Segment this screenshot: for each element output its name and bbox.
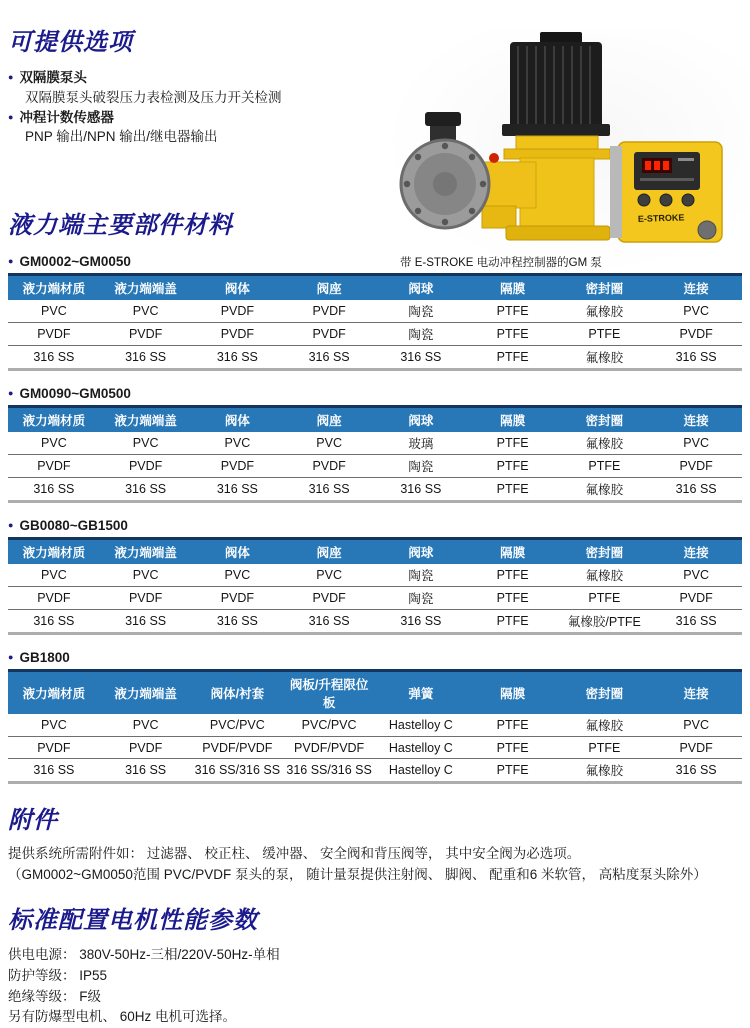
column-header: 阀体/衬套 <box>192 671 284 715</box>
table-cell: 316 SS <box>125 482 167 497</box>
table-cell: PVDF <box>192 587 284 610</box>
column-header: 隔膜 <box>467 539 559 565</box>
table-cell: 氟橡胶 <box>585 483 624 498</box>
table-cell: PTFE <box>496 350 529 365</box>
table-cell: PVDF <box>650 455 742 478</box>
column-header: 隔膜 <box>467 671 559 715</box>
model-range-label: GB0080~GB1500 <box>19 518 128 534</box>
column-header: 连接 <box>650 275 742 301</box>
material-table-group <box>8 650 742 784</box>
table-cell: PVDF <box>650 737 742 759</box>
table-header-row <box>8 539 742 565</box>
bullet-icon: ● <box>8 520 14 531</box>
table-cell: PVC <box>650 432 742 455</box>
column-header: 密封圈 <box>559 407 651 433</box>
materials-table <box>8 537 742 635</box>
table-cell: 316 SS <box>400 614 442 629</box>
table-cell: 氟橡胶 <box>559 714 651 737</box>
table-cell: PTFE <box>559 737 651 759</box>
model-range-label: GB1800 <box>19 650 70 666</box>
column-header: 阀体 <box>192 539 284 565</box>
column-header: 密封圈 <box>559 275 651 301</box>
table-cell: 氟橡胶 <box>559 564 651 587</box>
model-range-heading <box>8 254 742 269</box>
table-cell: PVDF <box>8 737 100 759</box>
table-cell: 316 SS <box>33 614 75 629</box>
column-header: 阀球 <box>375 275 467 301</box>
table-cell: PVC <box>100 564 192 587</box>
option-item <box>8 108 400 128</box>
material-table-group <box>8 386 742 503</box>
column-header: 液力端端盖 <box>100 275 192 301</box>
table-cell: PTFE <box>467 323 559 346</box>
motor-spec-line: 另有防爆型电机、 60Hz 电机可选择。 <box>8 1009 237 1025</box>
table-cell: 316 SS <box>308 482 350 497</box>
column-header: 连接 <box>650 671 742 715</box>
bullet-icon: ● <box>8 111 14 122</box>
option-item <box>8 68 400 88</box>
table-cell: PTFE <box>559 455 651 478</box>
table-row <box>8 610 742 634</box>
model-range-label: GM0090~GM0500 <box>19 386 131 402</box>
table-cell: PVDF <box>283 455 375 478</box>
table-cell: PVC <box>283 432 375 455</box>
table-row <box>8 455 742 478</box>
table-row <box>8 323 742 346</box>
table-cell: 316 SS <box>675 614 717 629</box>
materials-table <box>8 273 742 371</box>
table-cell: 316 SS <box>125 350 167 365</box>
table-cell: PVDF <box>283 300 375 323</box>
table-cell: 氟橡胶 <box>585 351 624 366</box>
accessories-line: 提供系统所需附件如： 过滤器、 校正柱、 缓冲器、 安全阀和背压阀等， 其中安全阀为必选项。 <box>8 846 581 862</box>
materials-tables <box>8 254 742 784</box>
column-header: 阀板/升程限位板 <box>283 671 375 715</box>
materials-table <box>8 669 742 784</box>
table-header-row <box>8 671 742 715</box>
column-header: 阀体 <box>192 275 284 301</box>
table-cell: 316 SS <box>33 350 75 365</box>
model-range-heading <box>8 650 742 665</box>
table-cell: Hastelloy C <box>375 714 467 737</box>
table-cell: PVC <box>8 714 100 737</box>
table-cell: PTFE <box>467 300 559 323</box>
table-cell: PVDF <box>100 455 192 478</box>
table-cell: 316 SS/316 SS <box>194 763 281 778</box>
material-table-group <box>8 254 742 371</box>
column-header: 液力端材质 <box>8 671 100 715</box>
table-row <box>8 759 742 783</box>
table-cell: 316 SS <box>216 482 258 497</box>
table-cell: PVDF <box>100 737 192 759</box>
column-header: 隔膜 <box>467 407 559 433</box>
table-cell: PTFE <box>467 714 559 737</box>
column-header: 密封圈 <box>559 539 651 565</box>
table-cell: PVDF <box>192 455 284 478</box>
column-header: 阀座 <box>283 539 375 565</box>
option-label: 冲程计数传感器 <box>19 109 114 125</box>
model-range-label: GM0002~GM0050 <box>19 254 131 270</box>
column-header: 阀球 <box>375 407 467 433</box>
table-cell: 陶瓷 <box>375 564 467 587</box>
table-cell: PVC <box>100 300 192 323</box>
model-range-heading <box>8 518 742 533</box>
table-cell: 316 SS <box>308 350 350 365</box>
table-cell: PVDF <box>283 323 375 346</box>
table-cell: 316 SS/316 SS <box>286 763 372 778</box>
table-header-row <box>8 407 742 433</box>
table-cell: PTFE <box>467 587 559 610</box>
column-header: 液力端端盖 <box>100 671 192 715</box>
materials-section-title: 液力端主要部件材料 <box>8 211 233 239</box>
table-cell: PTFE <box>496 614 529 629</box>
table-row <box>8 478 742 502</box>
table-cell: 316 SS <box>675 482 717 497</box>
model-range-heading <box>8 386 742 401</box>
table-cell: PVDF <box>8 455 100 478</box>
column-header: 液力端端盖 <box>100 407 192 433</box>
table-cell: 316 SS <box>216 614 258 629</box>
table-cell: PTFE <box>467 737 559 759</box>
option-label: 双隔膜泵头 <box>19 70 87 86</box>
column-header: 阀体 <box>192 407 284 433</box>
table-cell: PVDF <box>8 323 100 346</box>
table-cell: PVC <box>650 564 742 587</box>
motor-spec-line: 绝缘等级： F级 <box>8 988 101 1004</box>
table-cell: PVC <box>650 714 742 737</box>
table-cell: 陶瓷 <box>375 323 467 346</box>
table-cell: Hastelloy C <box>388 763 453 778</box>
table-cell: PTFE <box>467 432 559 455</box>
table-cell: PVDF/PVDF <box>283 737 375 759</box>
table-cell: Hastelloy C <box>375 737 467 759</box>
table-cell: PTFE <box>496 482 529 497</box>
table-cell: 316 SS <box>125 614 167 629</box>
table-cell: PTFE <box>496 763 529 778</box>
table-cell: PVDF <box>283 587 375 610</box>
table-row <box>8 587 742 610</box>
table-cell: 玻璃 <box>375 432 467 455</box>
column-header: 连接 <box>650 407 742 433</box>
option-detail: 双隔膜泵头破裂压力表检测及压力开关检测 <box>25 89 282 105</box>
table-cell: PTFE <box>467 455 559 478</box>
table-cell: PVDF <box>192 300 284 323</box>
table-cell: PVC <box>283 564 375 587</box>
column-header: 液力端材质 <box>8 539 100 565</box>
table-cell: 陶瓷 <box>375 455 467 478</box>
table-cell: 氟橡胶 <box>559 300 651 323</box>
options-section-title: 可提供选项 <box>8 29 133 56</box>
table-cell: 316 SS <box>216 350 258 365</box>
table-row <box>8 737 742 759</box>
table-cell: PVC <box>8 564 100 587</box>
table-row <box>8 432 742 455</box>
table-cell: PTFE <box>467 564 559 587</box>
table-cell: PVC <box>8 432 100 455</box>
table-cell: PVDF <box>650 587 742 610</box>
pump-caption: 带 E-STROKE 电动冲程控制器的GM 泵 <box>400 257 602 269</box>
table-cell: 316 SS <box>400 350 442 365</box>
options-list <box>8 68 400 146</box>
table-cell: 陶瓷 <box>375 300 467 323</box>
material-table-group <box>8 518 742 635</box>
table-row <box>8 714 742 737</box>
table-cell: 氟橡胶 <box>559 432 651 455</box>
column-header: 液力端材质 <box>8 275 100 301</box>
table-cell: PVC <box>192 564 284 587</box>
table-row <box>8 564 742 587</box>
motor-section-title: 标准配置电机性能参数 <box>8 907 258 935</box>
table-cell: PVDF <box>100 587 192 610</box>
column-header: 密封圈 <box>559 671 651 715</box>
column-header: 液力端端盖 <box>100 539 192 565</box>
column-header: 阀球 <box>375 539 467 565</box>
column-header: 弹簧 <box>375 671 467 715</box>
table-cell: 316 SS <box>33 482 75 497</box>
motor-spec-line: 防护等级： IP55 <box>8 967 108 983</box>
table-cell: PTFE <box>559 587 651 610</box>
accessories-line: （GM0002~GM0050范围 PVC/PVDF 泵头的泵， 随计量泵提供注射阀、 脚阀、 配重和6 米软管， 高粘度泵头除外） <box>8 867 707 883</box>
column-header: 隔膜 <box>467 275 559 301</box>
table-cell: PVDF <box>100 323 192 346</box>
table-cell: 316 SS <box>675 350 717 365</box>
table-cell: PTFE <box>559 323 651 346</box>
table-cell: PVC <box>8 300 100 323</box>
materials-table <box>8 405 742 503</box>
table-cell: PVDF/PVDF <box>192 737 284 759</box>
table-cell: PVDF <box>192 323 284 346</box>
table-cell: PVC <box>650 300 742 323</box>
table-cell: PVC <box>192 432 284 455</box>
column-header: 连接 <box>650 539 742 565</box>
table-cell: 316 SS <box>675 763 717 778</box>
bullet-icon: ● <box>8 256 14 267</box>
table-cell: 氟橡胶 <box>585 764 624 779</box>
bullet-icon: ● <box>8 652 14 663</box>
bullet-icon: ● <box>8 388 14 399</box>
table-cell: 316 SS <box>125 763 167 778</box>
table-cell: 氟橡胶/PTFE <box>567 615 641 630</box>
option-detail: PNP 输出/NPN 输出/继电器输出 <box>25 129 218 145</box>
table-row <box>8 346 742 370</box>
table-cell: 316 SS <box>308 614 350 629</box>
table-cell: PVDF <box>8 587 100 610</box>
table-header-row <box>8 275 742 301</box>
column-header: 液力端材质 <box>8 407 100 433</box>
table-row <box>8 300 742 323</box>
column-header: 阀座 <box>283 407 375 433</box>
table-cell: 陶瓷 <box>375 587 467 610</box>
motor-spec-line: 供电电源： 380V-50Hz-三相/220V-50Hz-单相 <box>8 946 280 962</box>
table-cell: 316 SS <box>33 763 75 778</box>
table-cell: PVC/PVC <box>192 714 284 737</box>
table-cell: PVC/PVC <box>283 714 375 737</box>
column-header: 阀座 <box>283 275 375 301</box>
controller-label: E-STROKE <box>637 212 685 224</box>
accessories-section-title: 附件 <box>8 807 58 835</box>
table-cell: PVDF <box>650 323 742 346</box>
table-cell: 316 SS <box>400 482 442 497</box>
table-cell: PVC <box>100 714 192 737</box>
table-cell: PVC <box>100 432 192 455</box>
bullet-icon: ● <box>8 72 14 83</box>
